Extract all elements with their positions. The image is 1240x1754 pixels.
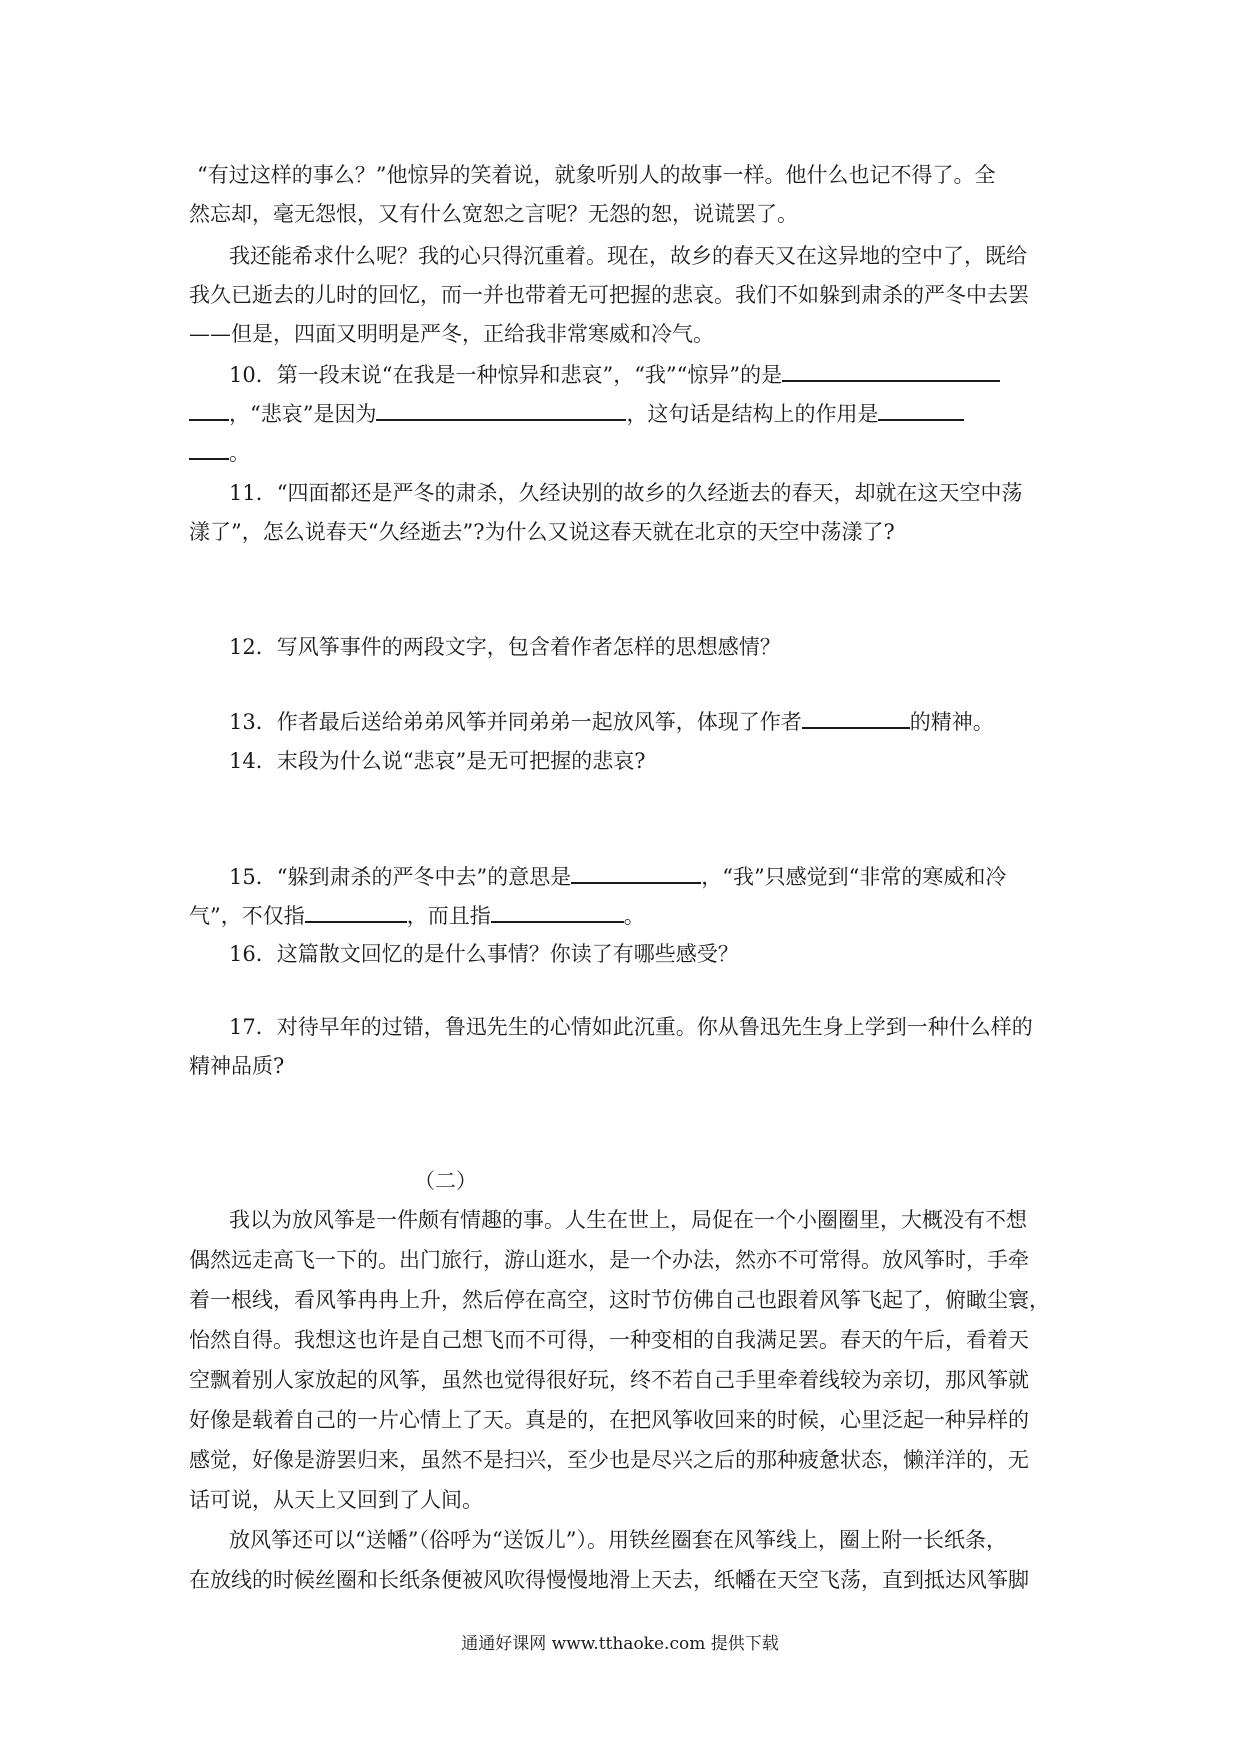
section2-para1-line7: 感觉，好像是游罢归来，虽然不是扫兴，至少也是尽兴之后的那种疲惫状态，懒洋洋的，无 (189, 1448, 1029, 1472)
question-16: 16．这篇散文回忆的是什么事情？你读了有哪些感受？ (229, 942, 739, 966)
answer-blank[interactable] (491, 899, 624, 923)
passage1-para1-line2: 然忘却，毫无怨恨，又有什么宽恕之言呢？无怨的恕，说谎罢了。 (189, 202, 798, 226)
question-15-text: 。 (623, 904, 645, 928)
question-10-text: 。 (229, 441, 250, 465)
question-15-text: ，“我”只感觉到“非常的寒威和冷 (701, 865, 1007, 889)
answer-blank[interactable] (878, 397, 964, 421)
section2-para1-line8: 话可说，从天上又回到了人间。 (189, 1488, 483, 1512)
question-15-text: 15．“躲到肃杀的严冬中去”的意思是 (229, 865, 572, 889)
answer-blank[interactable] (189, 436, 229, 460)
passage1-para2-line1: 我还能希求什么呢？我的心只得沉重着。现在，故乡的春天又在这异地的空中了，既给 (229, 244, 1027, 268)
question-10-text: 10．第一段末说“在我是一种惊异和悲哀”，“我”“惊异”的是 (229, 363, 783, 387)
question-10-line1 (229, 358, 1000, 390)
section2-para2-line1: 放风筝还可以“送幡”（俗呼为“送饭儿”）。用铁丝圈套在风筝线上，圈上附一长纸条， (229, 1528, 1007, 1552)
question-17-line1: 17．对待早年的过错，鲁迅先生的心情如此沉重。你从鲁迅先生身上学到一种什么样的 (229, 1015, 1033, 1039)
question-10-text: ，这句话是结构上的作用是 (626, 402, 879, 426)
answer-blank[interactable] (189, 397, 229, 421)
question-11-line2: 漾了”，怎么说春天“久经逝去”?为什么又说这春天就在北京的天空中荡漾了? (189, 520, 895, 544)
question-13-text: 13．作者最后送给弟弟风筝并同弟弟一起放风筝，体现了作者 (229, 710, 802, 734)
question-15-line2 (189, 899, 645, 931)
section2-para1-line6: 好像是载着自己的一片心情上了天。真是的，在把风筝收回来的时候，心里泛起一种异样的 (189, 1408, 1029, 1432)
question-10-line2 (189, 397, 964, 429)
question-10-text: ，“悲哀”是因为 (229, 402, 377, 426)
question-15-line1 (229, 860, 1006, 892)
passage1-para2-line3: ——但是，四面又明明是严冬，正给我非常寒威和冷气。 (189, 322, 714, 346)
question-15-text: 气”，不仅指 (189, 904, 305, 928)
passage1-para2-line2: 我久已逝去的儿时的回忆，而一并也带着无可把握的悲哀。我们不如躲到肃杀的严冬中去罢 (189, 283, 1029, 307)
section2-para2-line2: 在放线的时候丝圈和长纸条便被风吹得慢慢地滑上天去，纸幡在天空飞荡，直到抵达风筝脚 (189, 1568, 1029, 1592)
section2-para1-line1: 我以为放风筝是一件颇有情趣的事。人生在世上，局促在一个小圈圈里，大概没有不想 (229, 1208, 1027, 1232)
answer-blank[interactable] (376, 397, 626, 421)
section2-para1-line5: 空飘着别人家放起的风筝，虽然也觉得很好玩，终不若自己手里牵着线较为亲切，那风筝就 (189, 1368, 1029, 1392)
question-17-line2: 精神品质? (189, 1054, 285, 1078)
answer-blank[interactable] (802, 705, 910, 729)
question-13-text: 的精神。 (909, 710, 994, 734)
section2-para1-line2: 偶然远走高飞一下的。出门旅行，游山逛水，是一个办法，然亦不可常得。放风筝时，手牵 (189, 1248, 1029, 1272)
question-10-line3 (189, 436, 250, 468)
question-11-line1: 11．“四面都还是严冬的肃杀，久经诀别的故乡的久经逝去的春天，却就在这天空中荡 (229, 481, 1023, 505)
answer-blank[interactable] (571, 860, 701, 884)
section-heading: （二） (414, 1169, 477, 1193)
page-footer: 通通好课网 www.tthaoke.com 提供下载 (461, 1634, 779, 1654)
section2-para1-line3: 着一根线，看风筝冉冉上升，然后停在高空，这时节仿佛自己也跟着风筝飞起了，俯瞰尘寰， (189, 1288, 1050, 1312)
answer-blank[interactable] (305, 899, 407, 923)
question-15-text: ，而且指 (406, 904, 491, 928)
section2-para1-line4: 怡然自得。我想这也许是自己想飞而不可得，一种变相的自我满足罢。春天的午后，看着天 (189, 1328, 1029, 1352)
question-14: 14．末段为什么说“悲哀”是无可把握的悲哀? (229, 749, 646, 773)
passage1-para1-line1: “有过这样的事么？”他惊异的笑着说，就象听别人的故事一样。他什么也记不得了。全 (197, 163, 996, 187)
question-13 (229, 705, 994, 737)
answer-blank[interactable] (782, 358, 1000, 382)
question-12: 12．写风筝事件的两段文字，包含着作者怎样的思想感情？ (229, 635, 781, 659)
